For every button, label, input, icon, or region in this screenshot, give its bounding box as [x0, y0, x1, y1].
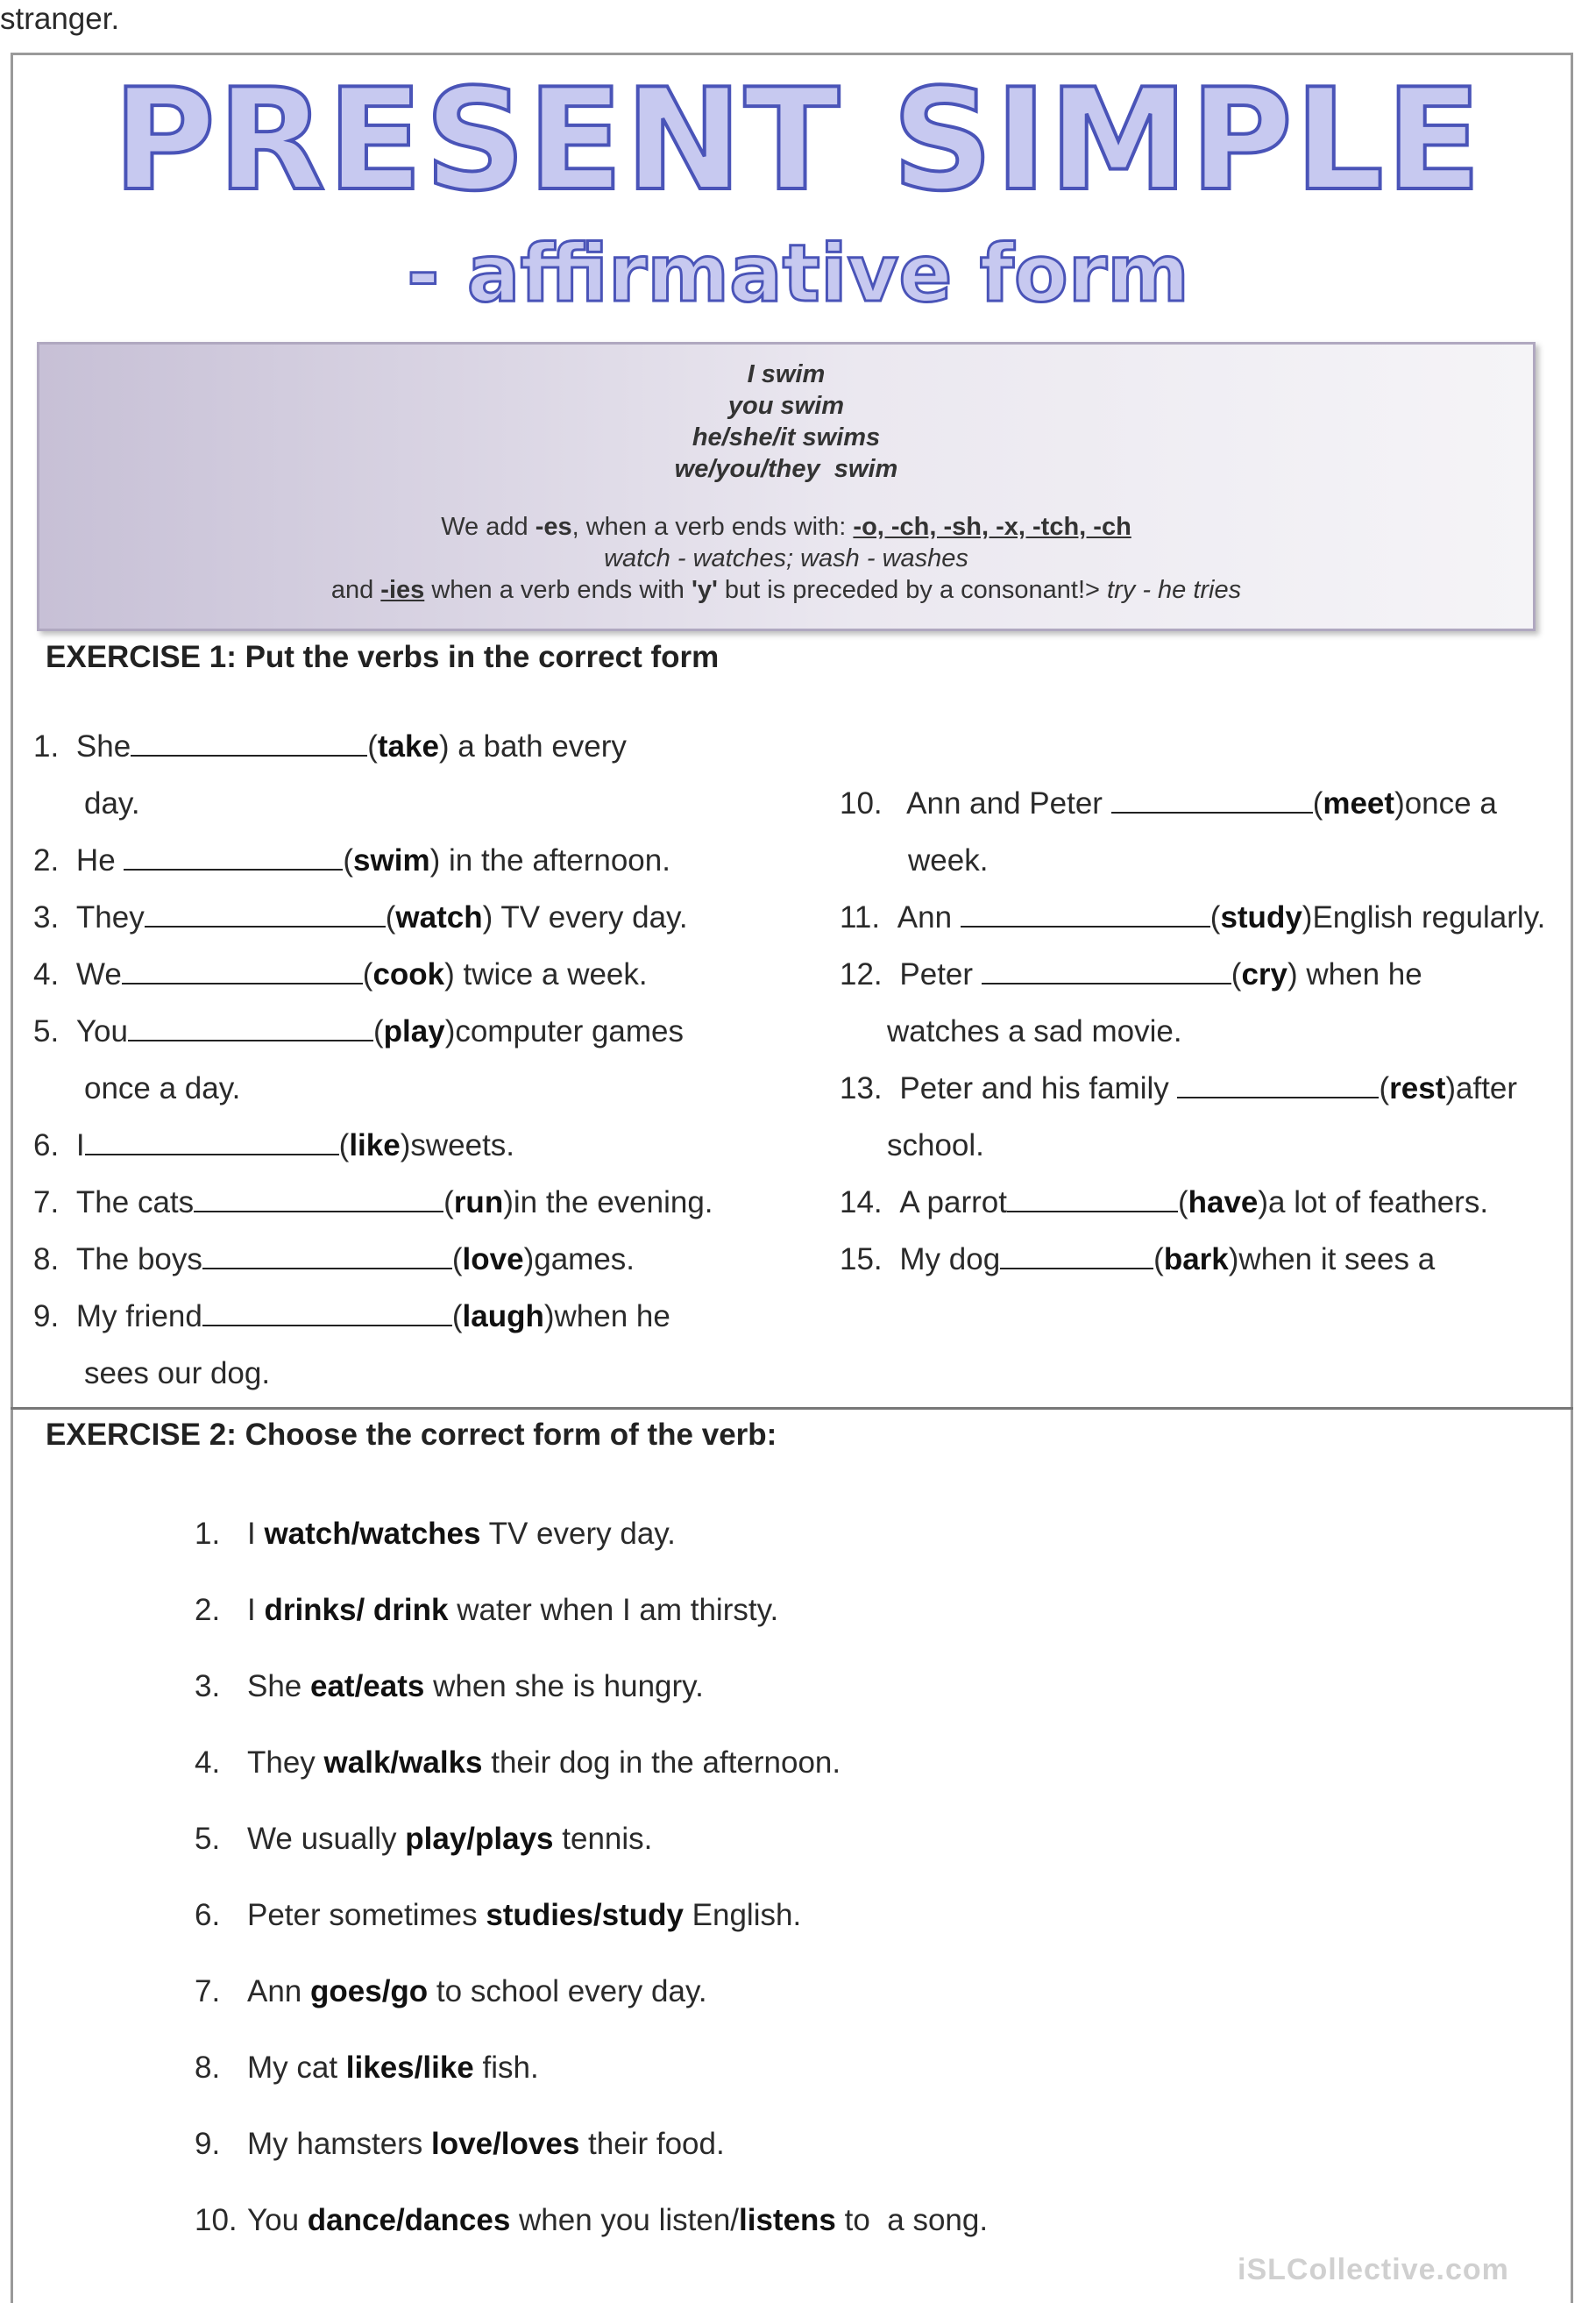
base-verb: take [377, 729, 439, 764]
item-text: their dog in the afternoon. [482, 1745, 841, 1780]
base-verb: swim [353, 843, 430, 878]
exercise1-item [33, 956, 648, 994]
exercise1-item [840, 956, 1422, 994]
exercise2-item [195, 2203, 988, 2238]
base-verb: study [1220, 900, 1302, 935]
watermark: iSLCollective.com [1238, 2253, 1509, 2286]
answer-blank[interactable] [982, 956, 1231, 984]
exercise2-item [195, 1898, 801, 1933]
answer-blank[interactable] [124, 842, 343, 871]
item-subject: A parrot [899, 1185, 1007, 1219]
page-subtitle: - affirmative form [407, 228, 1189, 320]
verb-choice[interactable]: goes/go [310, 1974, 429, 2008]
item-number: 8. [33, 1242, 67, 1276]
conjugation-line: he/she/it swims [692, 423, 881, 451]
base-verb: bark [1163, 1242, 1229, 1276]
item-text: when you listen/ [510, 2203, 740, 2237]
verb-choice[interactable]: studies/study [486, 1898, 684, 1932]
item-subject: He [75, 843, 124, 878]
rule-es-example: watch - watches; wash - washes [604, 544, 968, 572]
item-text: fish. [473, 2051, 539, 2085]
item-number: 10. [195, 2203, 238, 2237]
paren-open: ( [343, 843, 354, 878]
item-subject: The boys [75, 1242, 202, 1276]
exercise1-item [840, 899, 1545, 937]
item-number: 3. [195, 1669, 221, 1703]
base-verb: meet [1323, 786, 1395, 821]
verb-choice[interactable]: walk/walks [323, 1745, 483, 1780]
exercise2-item [195, 1822, 652, 1857]
grammar-rule-box [37, 342, 1536, 631]
exercise2-item [195, 1745, 841, 1781]
paren-open: ( [451, 1299, 463, 1333]
exercise1-item [33, 1297, 670, 1336]
answer-blank[interactable] [202, 1298, 452, 1326]
rule-es: We add -es, when a verb ends with: -o, -ch, -sh, -x, -tch, -ch [441, 513, 1131, 541]
item-rest: ) a bath every [438, 729, 627, 764]
conjugation-line: you swim [727, 392, 845, 420]
item-subject: Ann [897, 900, 961, 935]
exercise2-item [195, 1974, 707, 2009]
verb-choice[interactable]: play/plays [405, 1822, 554, 1856]
paren-open: ( [1379, 1071, 1390, 1105]
paren-open: ( [1231, 957, 1242, 992]
item-subject: We [75, 957, 122, 992]
item-text: We usually [247, 1822, 406, 1856]
exercise1-item [33, 1240, 635, 1279]
item-text: Ann [247, 1974, 310, 2008]
item-subject: My friend [75, 1299, 202, 1333]
paren-open: ( [443, 1185, 454, 1219]
item-rest: ) twice a week. [444, 957, 648, 992]
item-text: My cat [247, 2051, 346, 2085]
item-rest: ) in the afternoon. [429, 843, 670, 878]
exercise1-item-continuation: stranger. [0, 2, 120, 36]
exercise1-item-continuation: week. [908, 843, 989, 878]
item-rest: )a lot of feathers. [1258, 1185, 1489, 1219]
item-number: 5. [33, 1014, 67, 1048]
paren-open: ( [1177, 1185, 1188, 1219]
item-number: 8. [195, 2051, 221, 2085]
item-number: 4. [33, 957, 67, 992]
item-subject: The cats [75, 1185, 195, 1219]
exercise2-item [195, 1517, 676, 1552]
item-number: 10. [840, 786, 891, 821]
exercise1-item [840, 1070, 1517, 1108]
exercise1-item [840, 785, 1497, 823]
item-text: My hamsters [247, 2127, 432, 2161]
item-number: 12. [840, 957, 891, 992]
answer-blank[interactable] [1000, 1241, 1153, 1269]
answer-blank[interactable] [85, 1127, 339, 1155]
answer-blank[interactable] [1111, 785, 1313, 814]
item-text: You [247, 2203, 308, 2237]
item-rest: )once a [1394, 786, 1497, 821]
item-text: English. [683, 1898, 802, 1932]
item-text: when she is hungry. [424, 1669, 704, 1703]
exercise1-item [33, 899, 688, 937]
base-verb: cry [1241, 957, 1287, 992]
base-verb: have [1188, 1185, 1259, 1219]
item-number: 2. [33, 843, 67, 878]
item-text: their food. [579, 2127, 725, 2161]
item-number: 2. [195, 1593, 221, 1627]
item-number: 1. [33, 729, 67, 764]
item-number: 9. [33, 1299, 67, 1333]
item-subject: I [75, 1128, 85, 1162]
base-verb: play [383, 1014, 445, 1048]
item-subject: She [75, 729, 131, 764]
exercise2-item [195, 2051, 539, 2086]
conjugation-line: we/you/they swim [674, 455, 898, 483]
base-verb: laugh [462, 1299, 544, 1333]
item-rest: )when it sees a [1228, 1242, 1436, 1276]
paren-open: ( [1209, 900, 1221, 935]
item-number: 6. [195, 1898, 221, 1932]
rule-ies: and -ies when a verb ends with 'y' but is preceded by a consonant!> try - he tries [330, 576, 1242, 604]
page-title: PRESENT SIMPLE [112, 58, 1484, 222]
exercise2-item [195, 2127, 725, 2162]
item-number: 4. [195, 1745, 221, 1780]
verb-choice[interactable]: listens [739, 2203, 836, 2237]
paren-open: ( [338, 1128, 350, 1162]
item-subject: Peter and his family [899, 1071, 1178, 1105]
exercise2-heading: EXERCISE 2: Choose the correct form of the verb: [46, 1418, 777, 1452]
item-number: 1. [195, 1517, 221, 1551]
item-number: 15. [840, 1242, 891, 1276]
exercise1-item-continuation: school. [887, 1128, 984, 1162]
section-divider [11, 1407, 1573, 1410]
item-number: 7. [33, 1185, 67, 1219]
item-text: They [247, 1745, 324, 1780]
verb-choice[interactable]: watch/watches [264, 1517, 481, 1551]
verb-choice[interactable]: likes/like [345, 2051, 474, 2085]
answer-blank[interactable] [145, 899, 386, 928]
item-number: 11. [840, 900, 889, 935]
item-subject: Ann and Peter [899, 786, 1111, 821]
exercise1-item [33, 1013, 684, 1051]
item-text: She [247, 1669, 310, 1703]
answer-blank[interactable] [122, 956, 363, 984]
item-subject: They [75, 900, 145, 935]
paren-open: ( [372, 1014, 384, 1048]
verb-choice[interactable]: drinks/ drink [264, 1593, 449, 1627]
conjugation-table [39, 359, 1533, 485]
spelling-rules [39, 511, 1533, 606]
exercise1-item [33, 1127, 514, 1165]
base-verb: watch [395, 900, 483, 935]
item-number: 9. [195, 2127, 221, 2161]
item-text: I [247, 1517, 265, 1551]
item-number: 14. [840, 1185, 891, 1219]
exercise1-item-continuation: sees our dog. [84, 1356, 271, 1390]
exercise1-item [33, 842, 670, 880]
answer-blank[interactable] [961, 899, 1210, 928]
item-rest: )in the evening. [503, 1185, 713, 1219]
paren-open: ( [385, 900, 396, 935]
exercise1-item-continuation: watches a sad movie. [887, 1014, 1182, 1048]
item-number: 6. [33, 1128, 67, 1162]
paren-open: ( [1153, 1242, 1164, 1276]
item-rest: ) TV every day. [482, 900, 688, 935]
exercise1-item [33, 728, 627, 766]
exercise1-item-continuation: day. [84, 786, 140, 821]
verb-choice[interactable]: eat/eats [310, 1669, 425, 1703]
item-number: 5. [195, 1822, 221, 1856]
exercise1-item [840, 1240, 1435, 1279]
item-text: I [247, 1593, 265, 1627]
item-text: to school every day. [428, 1974, 707, 2008]
item-text: water when I am thirsty. [448, 1593, 779, 1627]
exercise1-item [840, 1183, 1488, 1222]
answer-blank[interactable] [128, 1013, 373, 1041]
item-number: 13. [840, 1071, 891, 1105]
item-number: 7. [195, 1974, 221, 2008]
item-text: TV every day. [480, 1517, 676, 1551]
item-subject: My dog [899, 1242, 1001, 1276]
exercise1-item-continuation: once a day. [84, 1071, 241, 1105]
conjugation-line: I swim [747, 360, 826, 388]
base-verb: love [462, 1242, 524, 1276]
base-verb: run [453, 1185, 504, 1219]
item-rest: )sweets. [400, 1128, 515, 1162]
item-text: tennis. [553, 1822, 653, 1856]
base-verb: cook [372, 957, 445, 992]
answer-blank[interactable] [202, 1241, 452, 1269]
paren-open: ( [362, 957, 373, 992]
answer-blank[interactable] [194, 1184, 443, 1212]
exercise2-item [195, 1593, 778, 1628]
verb-choice[interactable]: love/loves [431, 2127, 580, 2161]
item-number: 3. [33, 900, 67, 935]
item-subject: You [75, 1014, 128, 1048]
verb-choice[interactable]: dance/dances [307, 2203, 511, 2237]
item-rest: )after [1445, 1071, 1518, 1105]
item-subject: Peter [899, 957, 982, 992]
paren-open: ( [451, 1242, 463, 1276]
item-rest: )games. [523, 1242, 635, 1276]
base-verb: rest [1389, 1071, 1446, 1105]
item-text: Peter sometimes [247, 1898, 486, 1932]
item-rest: )computer games [444, 1014, 685, 1048]
answer-blank[interactable] [131, 729, 367, 757]
exercise2-item [195, 1669, 704, 1704]
item-rest: )when he [543, 1299, 670, 1333]
exercise1-heading: EXERCISE 1: Put the verbs in the correct form [46, 640, 720, 674]
exercise1-item [33, 1183, 713, 1222]
answer-blank[interactable] [1177, 1070, 1379, 1098]
answer-blank[interactable] [1007, 1184, 1178, 1212]
item-rest: ) when he [1287, 957, 1422, 992]
item-rest: )English regularly. [1302, 900, 1546, 935]
item-text: to a song. [835, 2203, 989, 2237]
paren-open: ( [367, 729, 378, 764]
base-verb: like [349, 1128, 401, 1162]
paren-open: ( [1312, 786, 1323, 821]
